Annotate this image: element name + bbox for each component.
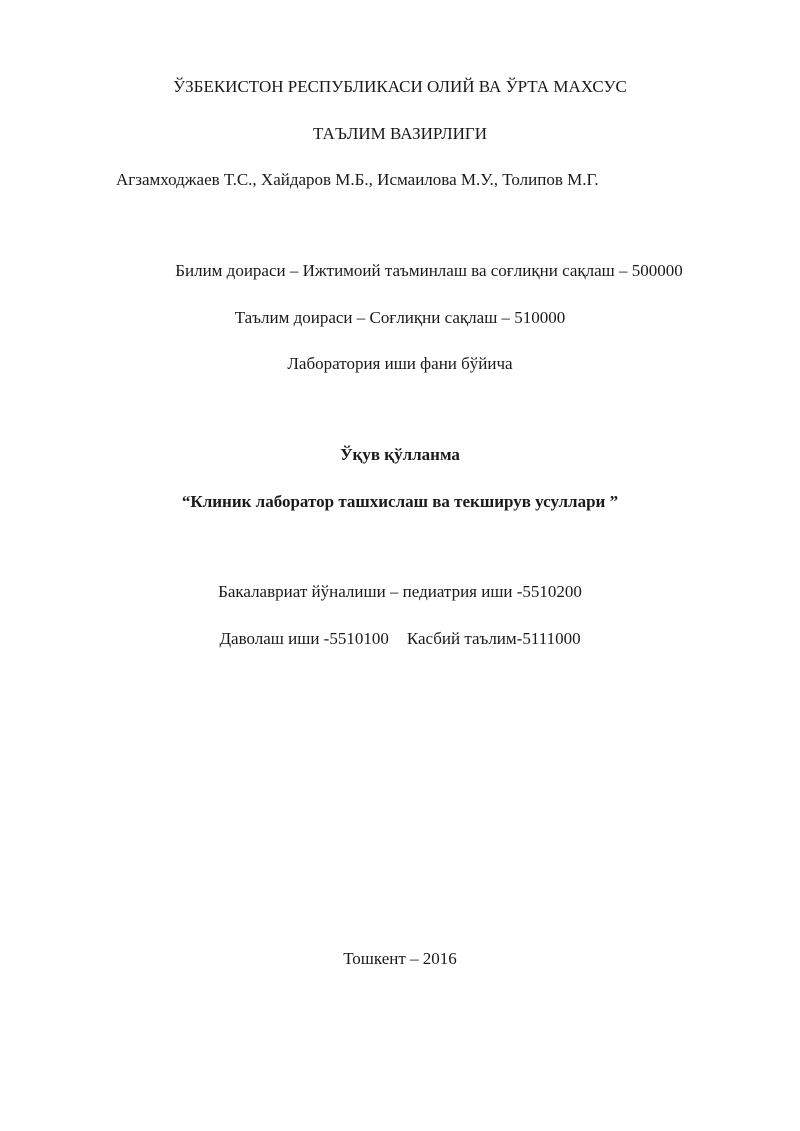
specialties-line	[0, 628, 800, 650]
place-year: Тошкент – 2016	[343, 949, 457, 968]
ministry-line-2: ТАЪЛИМ ВАЗИРЛИГИ	[313, 124, 487, 143]
treatment-specialty: Даволаш иши -5510100	[219, 629, 389, 648]
education-area-line: Таълим доираси – Соғлиқни сақлаш – 510000	[234, 308, 566, 327]
bachelor-specialty-line: Бакалавриат йўналиши – педиатрия иши -5510200	[218, 582, 582, 601]
document-title: “Клиник лаборатор ташхислаш ва текширув усуллари ”	[181, 492, 619, 511]
subject-line: Лаборатория иши фани бўйича	[287, 354, 513, 373]
vocational-specialty: Касбий таълим-5111000	[406, 629, 581, 648]
authors-line: Агзамходжаев Т.С., Хайдаров М.Б., Исмаилова М.У., Толипов М.Г.	[116, 170, 599, 189]
document-type: Ўқув қўлланма	[340, 445, 460, 464]
ministry-line-1: ЎЗБЕКИСТОН РЕСПУБЛИКАСИ ОЛИЙ ВА ЎРТА МАХСУС	[173, 77, 627, 96]
knowledge-area-line: Билим доираси – Ижтимоий таъминлаш ва соғлиқни сақлаш – 500000	[175, 261, 683, 280]
